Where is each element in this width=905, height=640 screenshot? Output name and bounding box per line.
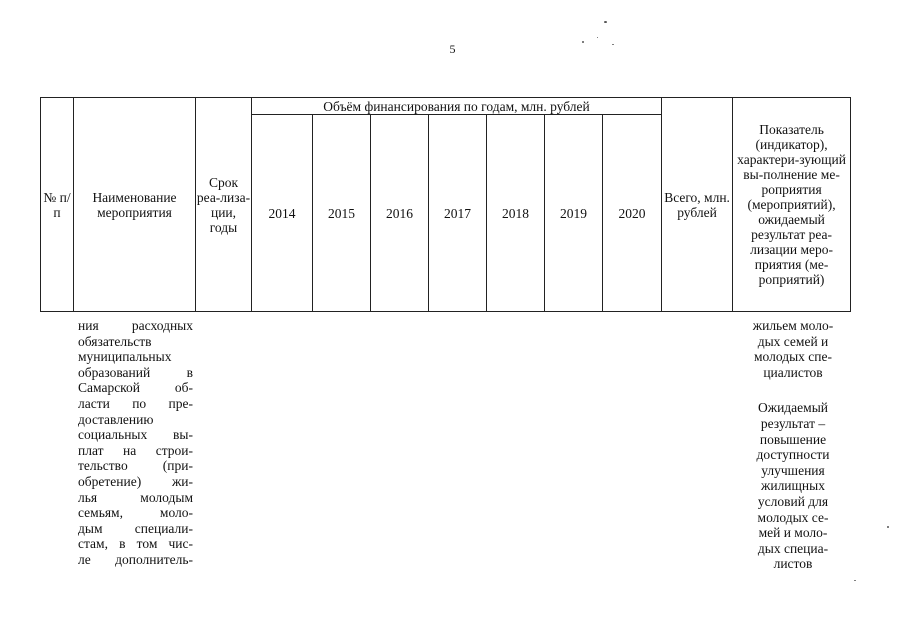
page-number: 5 xyxy=(449,42,456,56)
header-name: Наименование мероприятия xyxy=(74,98,196,312)
text-line: молодых се- xyxy=(757,509,829,525)
header-number: № п/п xyxy=(41,98,74,312)
header-year-2020: 2020 xyxy=(603,115,662,312)
indicator-continuation xyxy=(741,318,845,572)
text-line: лья молодым xyxy=(78,489,193,505)
text-line: жильем моло- xyxy=(752,318,834,333)
text-line: повышение xyxy=(759,431,827,447)
text-line: Ожидаемый xyxy=(758,400,828,416)
text-line: молодых спе- xyxy=(754,349,832,365)
text-line: улучшения xyxy=(761,462,825,478)
header-year-2016: 2016 xyxy=(371,115,429,312)
text-line: обретение) жи- xyxy=(78,473,193,489)
measure-name-continuation xyxy=(78,318,193,568)
text-line: доступности xyxy=(756,447,830,463)
text-line: условий для xyxy=(757,493,829,509)
header-indicator: Показатель (индикатор), характери-зующий вы-полнение ме-роприятия (мероприятий), ожидаемый результат реа-лизации меро-приятия (ме-роприятий) xyxy=(733,98,851,312)
header-year-2014: 2014 xyxy=(252,115,313,312)
text-line: обязательств xyxy=(78,333,152,349)
header-funding: Объём финансирования по годам, млн. рублей xyxy=(252,98,662,115)
text-line: социальных вы- xyxy=(78,427,193,443)
header-total: Всего, млн. рублей xyxy=(662,98,733,312)
text-line: ласти по пре- xyxy=(78,395,193,411)
text-line: плат на строи- xyxy=(78,442,193,458)
header-year-2018: 2018 xyxy=(487,115,545,312)
text-line: доставлению xyxy=(78,411,154,427)
header-period: Срок реа-лиза-ции, годы xyxy=(196,98,252,312)
header-year-2019: 2019 xyxy=(545,115,603,312)
text-line: дым специали- xyxy=(78,520,193,536)
text-line: ле дополнитель- xyxy=(78,551,193,567)
text-line: дых семей и xyxy=(757,333,829,349)
text-line: листов xyxy=(773,556,813,572)
header-year-2015: 2015 xyxy=(313,115,371,312)
text-line: тельство (при- xyxy=(78,458,193,474)
text-line: ния расходных xyxy=(78,318,193,333)
text-line: Самарской об- xyxy=(78,380,193,396)
text-line: дых специа- xyxy=(757,540,829,556)
text-line: циалистов xyxy=(763,364,823,380)
text-line: результат – xyxy=(760,415,826,431)
text-line: жилищных xyxy=(761,478,825,494)
text-line: образований в xyxy=(78,364,193,380)
text-line: стам, в том чис- xyxy=(78,536,193,552)
funding-table-header xyxy=(40,97,851,312)
header-year-2017: 2017 xyxy=(429,115,487,312)
text-line: семьям, моло- xyxy=(78,505,193,521)
text-line: муниципальных xyxy=(78,349,172,365)
text-line: мей и моло- xyxy=(758,525,828,541)
